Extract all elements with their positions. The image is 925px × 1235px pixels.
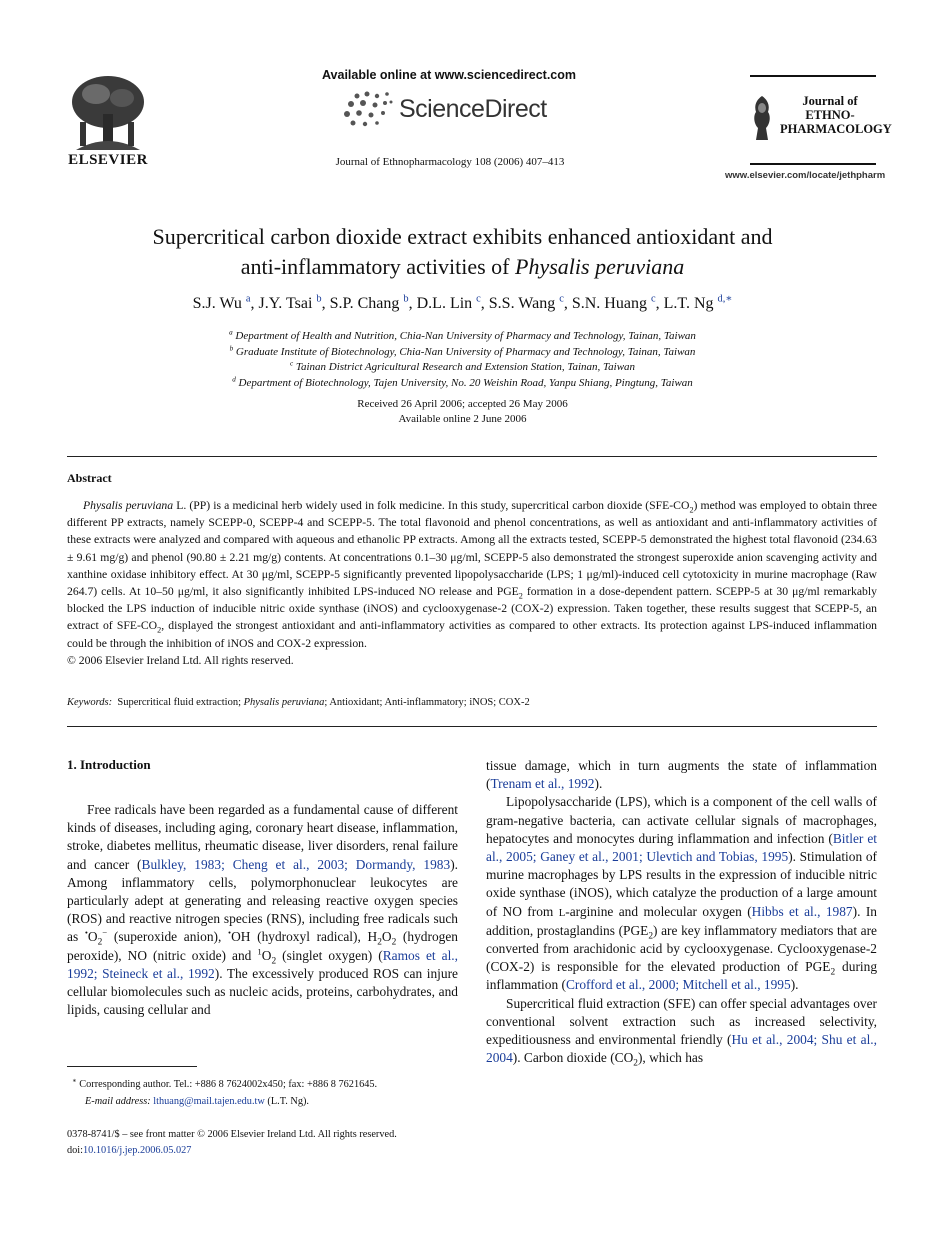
intro-paragraph: Free radicals have been regarded as a fundamental cause of different kinds of diseases, including aging, coronary heart disease, inflammation, stroke, diabetes mellitus, rheumatic disease, liver disorders, renal failure and cancer (Bulkley, 1983; Cheng et al., 2003; Dormandy, 1983). Among inflammatory cells, polymorphonuclear leukocytes are particularly adept at generating and releasing reactive oxygen species (ROS) and reactive nitrogen species (RNS), including free radicals such as $^•O_2^-$ (superoxide anion), •OH (hydroxyl radical), $H_2O_2$ (hydrogen peroxide), NO (nitric oxide) and $^1O_2$ (singlet oxygen) (Ramos et al., 1992; Steineck et al., 1992). The excessively produced ROS can injure cellular biomolecules such as nucleic acids, proteins, carbohydrates, and lipids, causing cellular and (67, 802, 458, 1018)
keywords: Keywords: Supercritical fluid extraction; Physalis peruviana; Antioxidant; Anti-inflammatory; iNOS; COX-2 (67, 697, 530, 708)
left-column (67, 801, 458, 1019)
journal-logo-rule-bottom (750, 163, 876, 165)
citation-link[interactable]: Ramos et al., 1992; Steineck et al., 1992 (67, 947, 458, 981)
author: S.P. Chang (329, 295, 400, 312)
author-affil-link[interactable]: c (559, 293, 564, 305)
citation-link[interactable]: Bulkley, 1983; Cheng et al., 2003; Dormandy, 1983 (141, 856, 451, 872)
author-affil-link[interactable]: b (316, 293, 322, 305)
affiliation: $^a$ Department of Health and Nutrition, Chia-Nan University of Pharmacy and Technology, Tainan, Taiwan (229, 328, 696, 342)
received-date: Received 26 April 2006; accepted 26 May 2006 (357, 398, 568, 410)
citation-link[interactable]: Trenam et al., 1992 (490, 776, 595, 792)
citation-link[interactable]: Crofford et al., 2000; Mitchell et al., 1995 (565, 977, 791, 993)
author: D.L. Lin (416, 295, 473, 312)
elsevier-tree-logo (66, 72, 150, 154)
citation-link[interactable]: Hibbs et al., 1987 (751, 903, 853, 919)
email-link[interactable]: lthuang@mail.tajen.edu.tw (153, 1096, 265, 1107)
citation-link[interactable]: Hu et al., 2004; Shu et al., 2004 (486, 1032, 877, 1066)
author-affil-link[interactable]: c (476, 293, 481, 305)
front-matter: 0378-8741/$ – see front matter © 2006 Elsevier Ireland Ltd. All rights reserved. doi:10.1016/j.jep.2006.05.027 (67, 1129, 397, 1156)
intro-paragraph-continued: tissue damage, which in turn augments the state of inflammation (Trenam et al., 1992). (486, 758, 877, 792)
abstract-rule-top (67, 456, 877, 457)
journal-citation: Journal of Ethnopharmacology 108 (2006) 407–413 (335, 156, 565, 168)
author: S.N. Huang (571, 295, 647, 312)
intro-paragraph: Lipopolysaccharide (LPS), which is a component of the cell walls of gram-negative bacteria, can activate cellular signals of macrophages, hepatocytes and monocytes during inflammation and infection (Bitler et al., 2005; Ganey et al., 2001; Ulevtich and Tobias, 1995). Stimulation of murine macrophages by LPS results in the expression of inducible nitric oxide synthase (iNOS), which catalyze the production of a large amount of NO from L-arginine and molecular oxygen (Hibbs et al., 1987). In addition, prostaglandins $(PGE_2)$ are key inflammatory mediators that are converted from arachidonic acid by cyclooxygenase. Cyclooxygenase-2 (COX-2) is responsible for the elevated production of $PGE_2$ during inflammation (Crofford et al., 2000; Mitchell et al., 1995). (486, 794, 878, 993)
online-date: Available online 2 June 2006 (398, 412, 527, 425)
author-affil-link[interactable]: c (650, 293, 656, 305)
journal-logo-rule-top (750, 75, 876, 77)
journal-logo-text: Journal of ETHNO- PHARMACOLOGY (780, 94, 892, 136)
sciencedirect-logo (343, 90, 568, 130)
copyright: © 2006 Elsevier Ireland Ltd. All rights reserved. (67, 653, 294, 667)
affiliation: $^b$ Graduate Institute of Biotechnology, Chia-Nan University of Pharmacy and Technology, Tainan, Taiwan (229, 343, 696, 358)
abstract-heading: Abstract (67, 471, 112, 485)
affiliations (60, 329, 865, 391)
publisher-name: ELSEVIER (68, 152, 148, 168)
author: L.T. Ng (663, 295, 714, 312)
sciencedirect-wordmark: ScienceDirect (399, 95, 547, 123)
affiliation: $^c$ Tainan District Agricultural Research and Extension Station, Tainan, Taiwan (289, 359, 636, 373)
right-column (486, 757, 877, 1067)
sciencedirect-dots-icon (343, 90, 401, 130)
corresponding-author-footnote: ∗ Corresponding author. Tel.: +886 8 7624002x450; fax: +886 8 7621645. E-mail address: lthuang@mail.tajen.edu.tw (L.T. Ng). (72, 1077, 378, 1107)
section-heading: 1. Introduction (67, 757, 151, 772)
author-affil-link[interactable]: b (403, 293, 409, 305)
intro-paragraph: Supercritical fluid extraction (SFE) can offer special advantages over conventional solvent extraction such as increased selectivity, expeditiousness and environmental friendly (Hu et al., 2004; Shu et al., 2004). Carbon dioxide $(CO_2)$, which has (486, 995, 877, 1069)
author: S.S. Wang (488, 295, 556, 312)
author-list: S.J. Wu $^a$, J.Y. Tsai $^b$, S.P. Chang $^b$, D.L. Lin $^c$, S.S. Wang $^c$, S.N. Huang $^c$, L.T. Ng $^{d,∗}$ (192, 293, 733, 312)
author: J.Y. Tsai (258, 295, 313, 312)
abstract-rule-bottom (67, 726, 877, 727)
doi-link[interactable]: 10.1016/j.jep.2006.05.027 (83, 1145, 192, 1156)
article-dates (60, 397, 865, 426)
abstract-text: Physalis peruviana L. (PP) is a medicinal herb widely used in folk medicine. In this study, supercritical carbon dioxide $(SFE-CO_2)$ method was employed to obtain three different PP extracts, namely SCEPP-0, SCEPP-4 and SCEPP-5. The total flavonoid and phenol concentrations, as well as antioxidant and anti-inflammatory activities of these extracts were analyzed and compared with aqueous and ethanolic PP extracts. Among all the extracts tested, SCEPP-5 demonstrated the highest total flavonoid (234.63 ± 9.61 mg/g) and phenol (90.80 ± 2.21 mg/g) contents. At concentrations 0.1–30 μg/ml, SCEPP-5 also demonstrated the strongest superoxide anion scavenging activity and xanthine oxidase inhibitory effect. At 30 μg/ml, SCEPP-5 significantly prevented lipopolysaccharide (LPS; 1 μg/ml)-induced cell cytotoxicity in murine macrophage (Raw 264.7) cells. At 10–50 μg/ml, it also significantly inhibited LPS-induced NO release and $PGE_2$ formation in a dose-dependent pattern. SCEPP-5 at 30 μg/ml remarkably blocked the LPS induction of inducible nitric oxide synthase (iNOS) and cyclooxygenase-2 (COX-2) expression. Taken together, these results suggest that SCEPP-5, an extract of SFE-$CO_2$, displayed the strongest antioxidant and anti-inflammatory activities as compared to other extracts. Its protection against LPS-induced inflammation could be through the inhibition of iNOS and COX-2 expression. © 2006 Elsevier Ireland Ltd. All rights reserved. (67, 499, 878, 667)
affiliation: $^d$ Department of Biotechnology, Tajen University, No. 20 Weishin Road, Yanpu Shiang, Pingtung, Taiwan (232, 374, 693, 389)
available-online-text: Available online at www.sciencedirect.com (321, 68, 577, 82)
author: S.J. Wu (192, 295, 242, 312)
title-species: Physalis peruviana (515, 254, 685, 279)
citation-link[interactable]: Bitler et al., 2005; Ganey et al., 2001; Ulevtich and Tobias, 1995 (486, 830, 877, 865)
paper-title: Supercritical carbon dioxide extract exhibits enhanced antioxidant and anti-inflammatory activities of Physalis peruviana (152, 224, 773, 279)
author-affil-link[interactable]: a (245, 293, 251, 305)
journal-url-link[interactable]: www.elsevier.com/locate/jethpharm (725, 170, 886, 181)
author-affil-link[interactable]: d,∗ (717, 293, 733, 305)
journal-emblem-icon (750, 94, 774, 144)
footnote-rule (67, 1066, 197, 1067)
